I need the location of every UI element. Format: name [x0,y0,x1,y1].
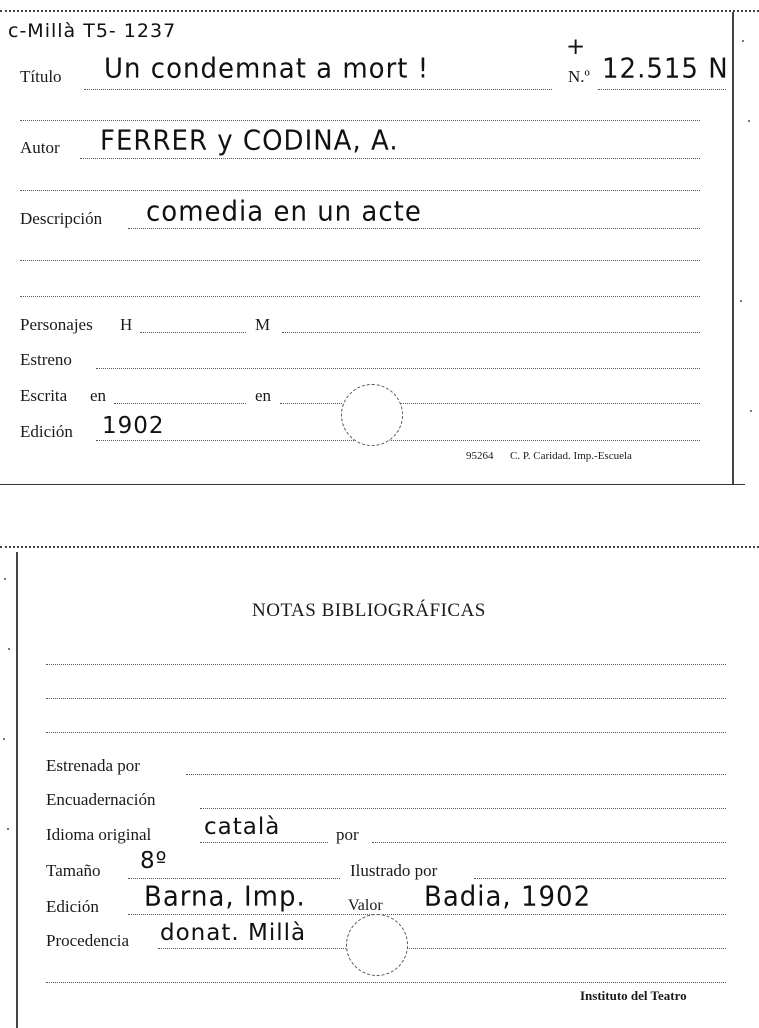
blank-line [20,120,700,121]
idioma-label: Idioma original [46,825,152,844]
escrita-en2-label: en [255,386,272,405]
edicion-back-line [128,914,726,915]
speck [7,828,9,830]
speck [748,120,750,122]
autor-label: Autor [20,138,60,157]
speck [3,738,5,740]
titulo-value: Un condemnat a mort ! [104,53,430,85]
personajes-label: Personajes [20,315,93,334]
blank-line [46,698,726,699]
descripcion-value: comedia en un acte [146,196,422,228]
personajes-m-line [282,332,700,333]
ilustrado-line [474,878,726,879]
edicion-back-label: Edición [46,897,99,916]
escrita-line [114,403,246,404]
titulo-line [84,89,552,90]
idioma-value: català [204,814,281,840]
idioma-por-label: por [336,825,359,844]
numero-value: 12.515 N [602,53,729,85]
edicion-value: 1902 [102,413,165,439]
autor-line [80,158,700,159]
speck [750,410,752,412]
estreno-line [96,368,700,369]
edicion-back-value1: Barna, Imp. [144,881,306,913]
procedencia-line [158,948,726,949]
encuadernacion-line [200,808,726,809]
procedencia-value: donat. Millà [160,920,307,946]
estrenada-line [186,774,726,775]
edicion-back-value2: Badia, 1902 [424,881,592,913]
blank-line [46,732,726,733]
blank-line [20,260,700,261]
speck [4,578,6,580]
numero-mark: + [566,34,587,60]
escrita-label: Escrita [20,386,68,405]
edicion-line [96,440,700,441]
idioma-line [200,842,328,843]
front-card [0,0,759,492]
escrita-en-label: en [90,386,107,405]
edicion-label: Edición [20,422,73,441]
estrenada-label: Estrenada por [46,756,140,775]
institution-name: Instituto del Teatro [580,988,687,1003]
estreno-label: Estreno [20,350,72,369]
printer-name: C. P. Caridad. Imp.-Escuela [510,450,632,462]
blank-line [20,190,700,191]
blank-line [46,664,726,665]
tamano-line [128,878,340,879]
personajes-h-line [140,332,246,333]
tamano-value: 8º [140,848,168,874]
valor-label: Valor [348,897,383,914]
descripcion-line [128,228,700,229]
numero-line [598,89,726,90]
speck [740,300,742,302]
punch-hole [341,384,403,446]
procedencia-label: Procedencia [46,931,130,950]
personajes-h-label: H [120,315,133,334]
card-bottom-edge [0,484,745,485]
numero-label: N.º [568,67,590,86]
blank-line [20,296,700,297]
titulo-label: Título [20,67,62,86]
blank-line [46,982,726,983]
autor-value: FERRER y CODINA, A. [100,125,399,157]
card-top-edge [0,10,759,12]
corner-note: c-Millà T5- 1237 [8,20,177,42]
card-left-edge [16,552,18,1028]
ilustrado-label: Ilustrado por [350,861,438,880]
encuadernacion-label: Encuadernación [46,790,156,809]
printer-number: 95264 [466,450,494,462]
speck [8,648,10,650]
personajes-m-label: M [255,315,271,334]
speck [742,40,744,42]
punch-hole [346,914,408,976]
tamano-label: Tamaño [46,861,101,880]
back-card [0,538,759,1028]
card-top-edge [0,546,759,548]
notas-heading: NOTAS BIBLIOGRÁFICAS [252,600,486,621]
descripcion-label: Descripción [20,209,103,228]
card-right-edge [732,12,734,484]
idioma-por-line [372,842,726,843]
